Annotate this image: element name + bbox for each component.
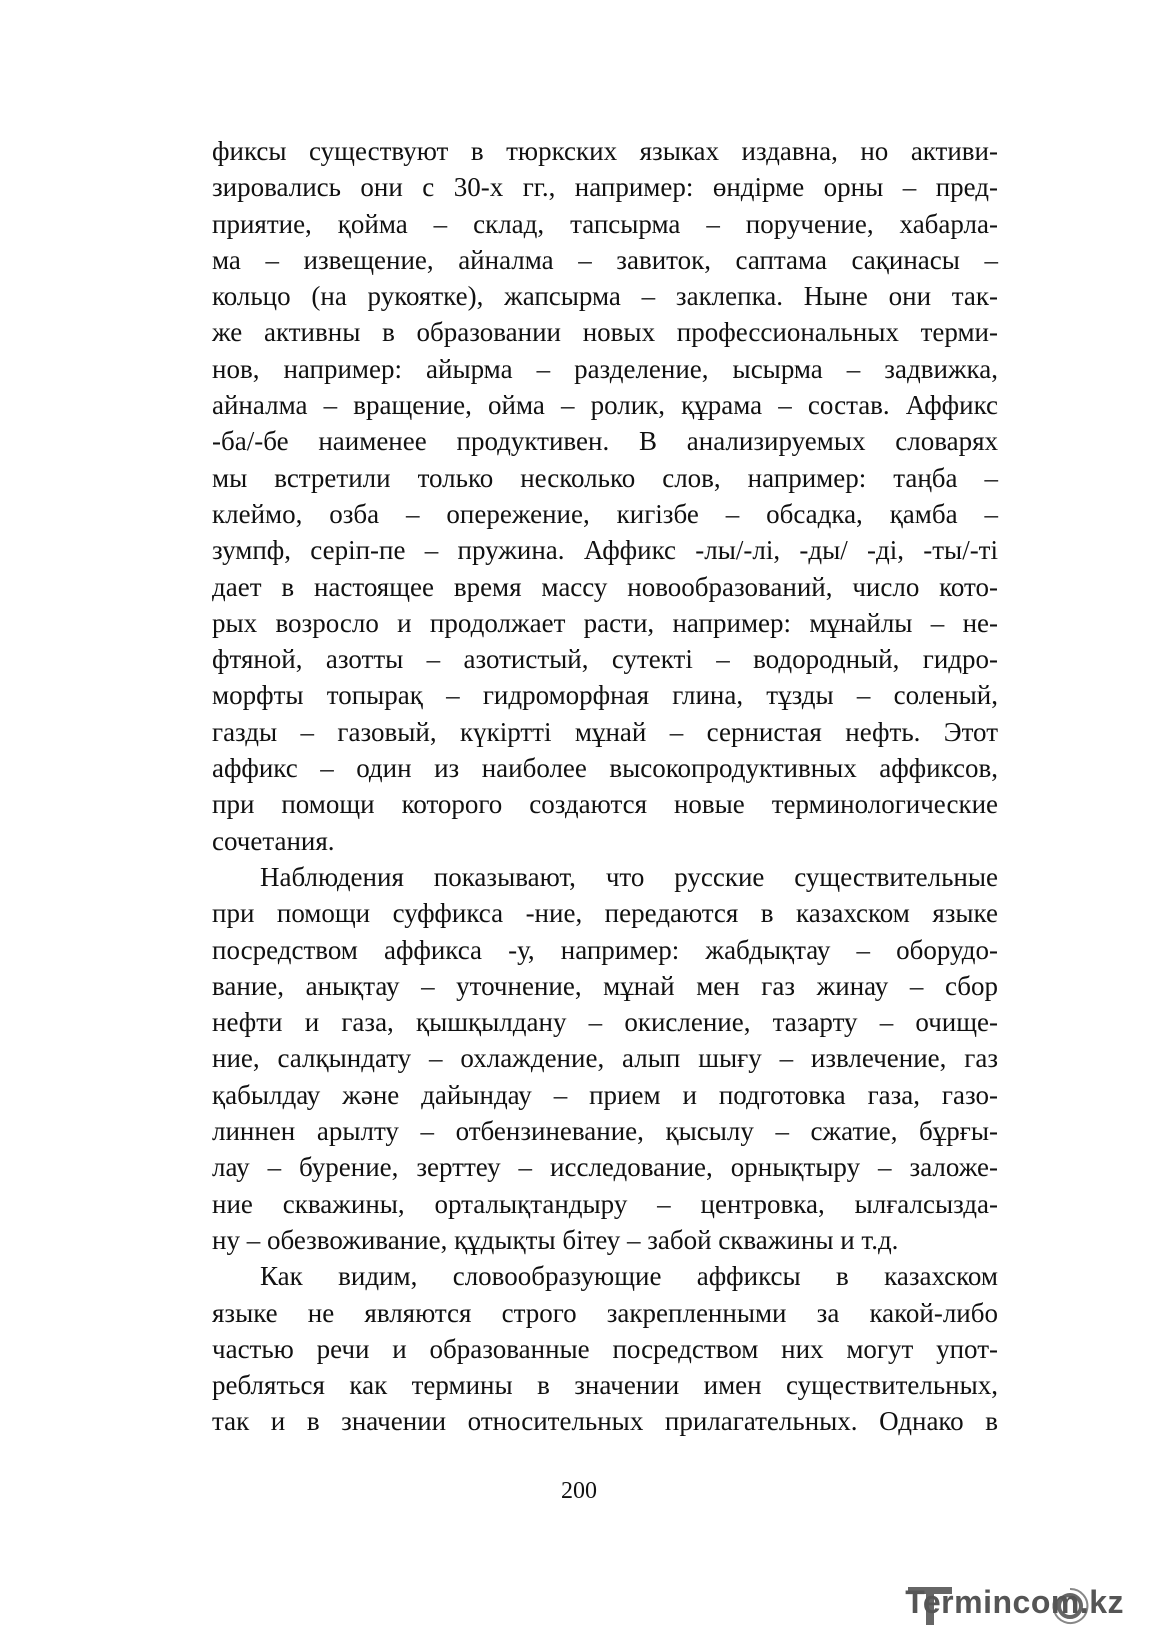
text-line-18: аффикс – один из наиболее высокопродуктивных аффиксов, [212, 753, 998, 784]
text-line-22: при помощи суффикса -ние, передаются в казахском языке [212, 898, 998, 929]
text-line-31: ну – обезвоживание, құдықты бітеу – забой скважины и т.д. [212, 1224, 899, 1255]
text-line-28: линнен арылту – отбензиневание, қысылу – сжатие, бұрғы- [212, 1116, 998, 1147]
text-line-35: ребляться как термины в значении имен существительных, [212, 1370, 998, 1401]
text-line-25: нефти и газа, қышқылдану – окисление, тазарту – очище- [212, 1007, 998, 1038]
text-line-33: языке не являются строго закрепленными за какой-либо [212, 1297, 998, 1328]
text-line-11: клеймо, озба – опережение, кигізбе – обсадка, қамба – [212, 498, 998, 529]
text-line-10: мы встретили только несколько слов, например: таңба – [212, 462, 998, 493]
watermark-text: Termincom.kz [905, 1584, 1124, 1620]
text-line-13: дает в настоящее время массу новообразований, число кото- [212, 571, 998, 602]
body-text [212, 133, 998, 1440]
text-line-1: фиксы существуют в тюркских языках издавна, но активи- [212, 136, 998, 166]
text-line-2: зировались они с 30-х гг., например: өндірме орны – пред- [212, 172, 998, 203]
text-line-30: ние скважины, орталықтандыру – центровка, ылғалсызда- [212, 1188, 998, 1219]
text-line-32: Как видим, словообразующие аффиксы в казахском [260, 1261, 998, 1292]
text-line-3: приятие, қойма – склад, тапсырма – поручение, хабарла- [212, 208, 998, 239]
text-line-4: ма – извещение, айналма – завиток, саптама сақинасы – [212, 244, 998, 275]
text-line-24: вание, анықтау – уточнение, мұнай мен газ жинау – сбор [212, 970, 998, 1001]
page-number: 200 [561, 1478, 597, 1504]
text-line-17: газды – газовый, күкіртті мұнай – сернистая нефть. Этот [212, 716, 998, 747]
text-line-34: частью речи и образованные посредством них могут упот- [212, 1333, 998, 1364]
text-line-15: фтяной, азотты – азотистый, сутекті – водородный, гидро- [212, 644, 998, 675]
text-line-9: -ба/-бе наименее продуктивен. В анализируемых словарях [212, 426, 998, 457]
text-line-16: морфты топырақ – гидроморфная глина, тұзды – соленый, [212, 680, 998, 711]
text-line-21: Наблюдения показывают, что русские существительные [260, 861, 998, 892]
text-line-23: посредством аффикса -у, например: жабдықтау – оборудо- [212, 934, 998, 965]
text-line-7: нов, например: айырма – разделение, ысырма – задвижка, [212, 353, 998, 384]
text-line-29: лау – бурение, зерттеу – исследование, орнықтыру – заложе- [212, 1152, 998, 1183]
text-line-5: кольцо (на рукоятке), жапсырма – заклепка. Ныне они так- [212, 281, 998, 312]
text-line-6: же активны в образовании новых профессиональных терми- [212, 317, 998, 348]
text-line-8: айналма – вращение, ойма – ролик, құрама – состав. Аффикс [212, 390, 998, 421]
text-line-19: при помощи которого создаются новые терминологические [212, 789, 998, 820]
text-line-20: сочетания. [212, 825, 335, 856]
text-line-36: так и в значении относительных прилагательных. Однако в [212, 1406, 998, 1437]
text-line-12: зумпф, серіп-пе – пружина. Аффикс -лы/-лі, -ды/ -ді, -ты/-ті [212, 535, 998, 566]
text-line-26: ние, салқындату – охлаждение, алып шығу – извлечение, газ [212, 1043, 998, 1074]
text-line-27: қабылдау және дайындау – прием и подготовка газа, газо- [212, 1079, 998, 1110]
text-line-14: рых возросло и продолжает расти, например: мұнайлы – не- [212, 607, 998, 638]
